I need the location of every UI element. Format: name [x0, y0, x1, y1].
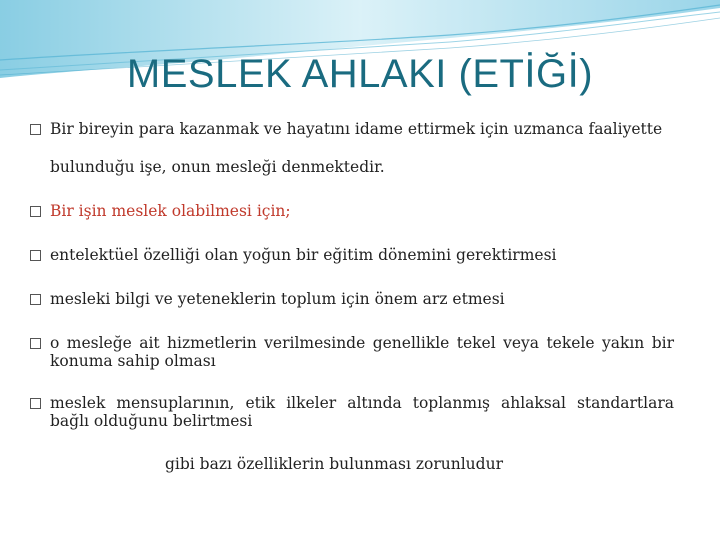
- bullet-marker-icon: [30, 124, 41, 135]
- bullet-text-highlight: Bir işin meslek olabilmesi için;: [50, 202, 291, 220]
- slide-title: MESLEK AHLAKI (ETİĞİ): [126, 52, 594, 96]
- bullet-marker-icon: [30, 294, 41, 305]
- bullet-line: Bir bireyin para kazanmak ve hayatını idame ettirmek için uzmanca faaliyette: [50, 120, 663, 138]
- bullet-item: [30, 120, 674, 176]
- bullet-marker-icon: [30, 398, 41, 409]
- bullet-item: [30, 202, 674, 220]
- bullet-item: [30, 334, 674, 370]
- bullet-line: meslek mensuplarının, etik ilkeler altında toplanmış ahlaksal standartlara: [50, 394, 674, 412]
- bullet-line: o mesleğe ait hizmetlerin verilmesinde genellikle tekel veya tekele yakın bir: [50, 334, 674, 352]
- bullet-text: mesleki bilgi ve yeteneklerin toplum için önem arz etmesi: [50, 290, 505, 308]
- closing-line: gibi bazı özelliklerin bulunması zorunludur: [165, 455, 503, 473]
- bullet-marker-icon: [30, 338, 41, 349]
- bullet-text: entelektüel özelliği olan yoğun bir eğitim dönemini gerektirmesi: [50, 246, 557, 264]
- bullet-item: [30, 246, 674, 264]
- bullet-marker-icon: [30, 206, 41, 217]
- bullet-text: [50, 394, 674, 430]
- bullet-item: [30, 394, 674, 430]
- bullet-line: bağlı olduğunu belirtmesi: [50, 412, 253, 430]
- bullet-line: konuma sahip olması: [50, 352, 216, 370]
- bullet-text: [50, 334, 674, 370]
- bullet-marker-icon: [30, 250, 41, 261]
- bullet-text: [50, 120, 674, 176]
- bullet-line: bulunduğu işe, onun mesleği denmektedir.: [50, 158, 385, 176]
- bullet-item: [30, 290, 674, 308]
